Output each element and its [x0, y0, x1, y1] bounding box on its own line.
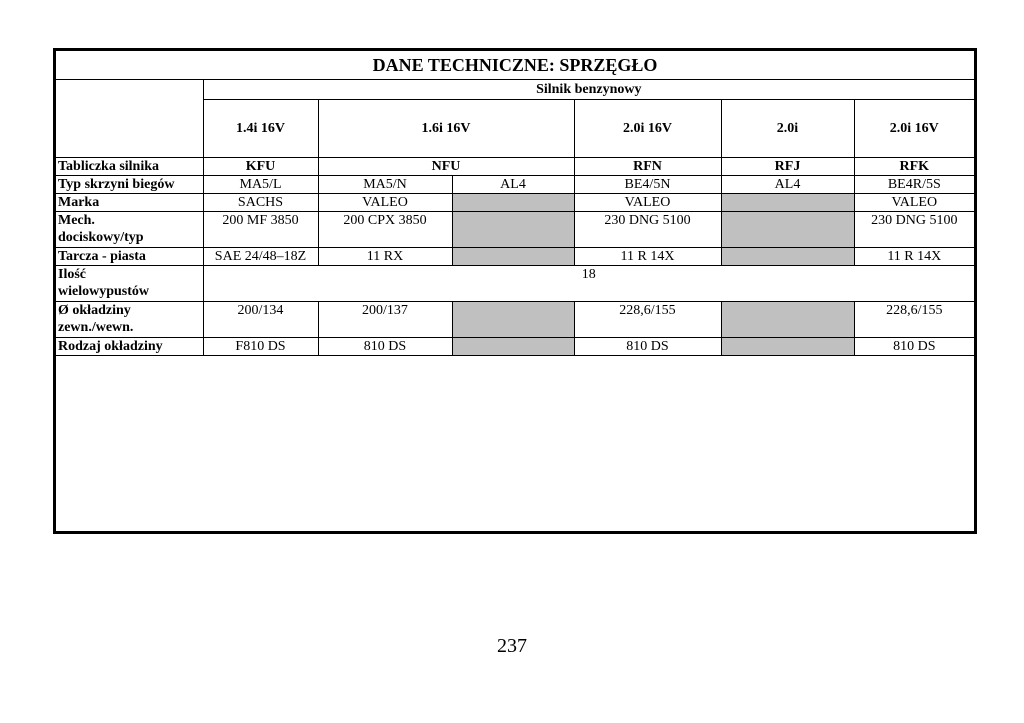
table-row — [56, 194, 974, 212]
label-line: Ø okładziny — [58, 303, 131, 318]
version-header: 1.6i 16V — [318, 100, 574, 158]
cell: RFJ — [721, 158, 854, 176]
header-corner-cell — [56, 80, 203, 158]
cell: 200/137 — [318, 302, 452, 338]
cell: RFN — [574, 158, 721, 176]
cell: RFK — [854, 158, 974, 176]
cell: 228,6/155 — [574, 302, 721, 338]
cell: BE4/5N — [574, 176, 721, 194]
row-label-lining-diameter — [56, 302, 203, 338]
clutch-spec-table — [56, 51, 974, 356]
shaded-cell — [452, 212, 574, 248]
cell: SAE 24/48–18Z — [203, 248, 318, 266]
row-label-lining-type: Rodzaj okładziny — [56, 338, 203, 356]
version-header: 2.0i 16V — [574, 100, 721, 158]
version-header: 2.0i — [721, 100, 854, 158]
cell: 810 DS — [318, 338, 452, 356]
table-row — [56, 212, 974, 248]
label-line: dociskowy/typ — [58, 230, 144, 245]
row-label-engine-code: Tabliczka silnika — [56, 158, 203, 176]
cell: AL4 — [721, 176, 854, 194]
cell: SACHS — [203, 194, 318, 212]
cell: VALEO — [854, 194, 974, 212]
cell: 11 RX — [318, 248, 452, 266]
table-row — [56, 338, 974, 356]
cell: 200 CPX 3850 — [318, 212, 452, 248]
row-label-pressure-plate — [56, 212, 203, 248]
cell: 18 — [203, 266, 974, 302]
row-label-gearbox: Typ skrzyni biegów — [56, 176, 203, 194]
label-line: Mech. — [58, 213, 95, 228]
version-header: 2.0i 16V — [854, 100, 974, 158]
cell: MA5/N — [318, 176, 452, 194]
cell: 810 DS — [854, 338, 974, 356]
cell: 200/134 — [203, 302, 318, 338]
shaded-cell — [721, 338, 854, 356]
cell: VALEO — [574, 194, 721, 212]
shaded-cell — [452, 248, 574, 266]
table-row — [56, 158, 974, 176]
engine-type-header: Silnik benzynowy — [203, 80, 974, 100]
table-row — [56, 248, 974, 266]
cell: F810 DS — [203, 338, 318, 356]
row-label-disc-hub: Tarcza - piasta — [56, 248, 203, 266]
page-number: 237 — [497, 635, 527, 657]
table-title: DANE TECHNICZNE: SPRZĘGŁO — [56, 51, 974, 80]
cell: 228,6/155 — [854, 302, 974, 338]
shaded-cell — [721, 302, 854, 338]
cell: 11 R 14X — [854, 248, 974, 266]
shaded-cell — [452, 338, 574, 356]
label-line: Ilość — [58, 267, 86, 282]
label-line: wielowypustów — [58, 284, 150, 299]
version-header: 1.4i 16V — [203, 100, 318, 158]
cell: KFU — [203, 158, 318, 176]
row-label-splines — [56, 266, 203, 302]
cell: NFU — [318, 158, 574, 176]
cell: BE4R/5S — [854, 176, 974, 194]
cell: 230 DNG 5100 — [854, 212, 974, 248]
label-line: zewn./wewn. — [58, 320, 134, 335]
cell: 810 DS — [574, 338, 721, 356]
cell: 230 DNG 5100 — [574, 212, 721, 248]
table-row — [56, 302, 974, 338]
shaded-cell — [452, 302, 574, 338]
cell: VALEO — [318, 194, 452, 212]
shaded-cell — [721, 248, 854, 266]
shaded-cell — [721, 194, 854, 212]
row-label-brand: Marka — [56, 194, 203, 212]
cell: AL4 — [452, 176, 574, 194]
shaded-cell — [452, 194, 574, 212]
table-row — [56, 266, 974, 302]
spec-table-frame — [53, 48, 977, 534]
cell: 11 R 14X — [574, 248, 721, 266]
cell: MA5/L — [203, 176, 318, 194]
cell: 200 MF 3850 — [203, 212, 318, 248]
table-row — [56, 176, 974, 194]
shaded-cell — [721, 212, 854, 248]
